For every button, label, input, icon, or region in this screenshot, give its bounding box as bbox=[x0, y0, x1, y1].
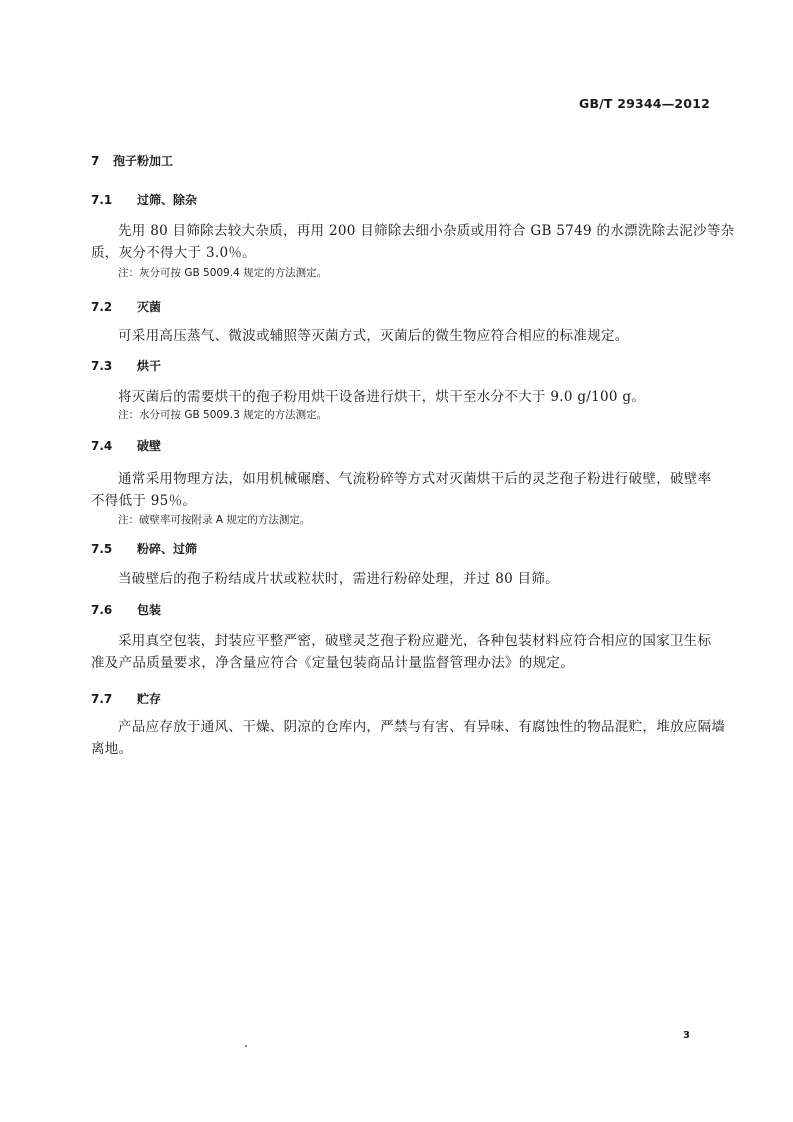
section-note-7-3: 注：水分可按 GB 5009.3 规定的方法测定。 bbox=[118, 409, 328, 421]
section-title: 烘干 bbox=[137, 359, 162, 373]
section-number: 7.2 bbox=[91, 300, 113, 314]
page-number: 3 bbox=[683, 1030, 690, 1041]
chapter-number: 7 bbox=[91, 154, 100, 168]
paragraph-line: 质，灰分不得大于 3.0％。 bbox=[91, 245, 256, 261]
section-paragraph-7-1 bbox=[91, 220, 735, 264]
section-heading-7-1 bbox=[91, 190, 197, 210]
section-heading-7-7 bbox=[91, 689, 161, 709]
section-heading-7-4 bbox=[91, 436, 161, 456]
paragraph-line: 准及产品质量要求，净含量应符合《定量包装商品计量监督管理办法》的规定。 bbox=[91, 655, 574, 671]
section-number: 7.6 bbox=[91, 603, 113, 617]
section-paragraph-7-4 bbox=[91, 468, 711, 512]
section-note-7-4: 注：破壁率可按附录 A 规定的方法测定。 bbox=[118, 514, 311, 526]
section-number: 7.5 bbox=[91, 542, 113, 556]
paragraph-line: 不得低于 95％。 bbox=[91, 493, 197, 509]
paragraph-line: 先用 80 目筛除去较大杂质，再用 200 目筛除去细小杂质或用符合 GB 5749 的水漂洗除去泥沙等杂 bbox=[118, 223, 735, 239]
paragraph-line: 采用真空包装，封装应平整严密，破壁灵芝孢子粉应避光，各种包装材料应符合相应的国家卫生标 bbox=[118, 633, 712, 649]
paragraph-line: 可采用高压蒸气、微波或辅照等灭菌方式，灭菌后的微生物应符合相应的标准规定。 bbox=[118, 328, 629, 344]
paragraph-line: 离地。 bbox=[91, 741, 133, 757]
chapter-heading bbox=[91, 151, 173, 171]
section-paragraph-7-3 bbox=[91, 386, 711, 408]
section-paragraph-7-7 bbox=[91, 716, 726, 760]
section-title: 破壁 bbox=[137, 439, 162, 453]
paragraph-line: 当破壁后的孢子粉结成片状或粒状时，需进行粉碎处理，并过 80 目筛。 bbox=[118, 571, 559, 587]
section-heading-7-3 bbox=[91, 356, 161, 376]
standard-number: GB/T 29344—2012 bbox=[578, 96, 710, 111]
section-paragraph-7-2 bbox=[91, 325, 711, 347]
section-heading-7-2 bbox=[91, 297, 161, 317]
section-paragraph-7-5 bbox=[91, 568, 711, 590]
chapter-title: 孢子粉加工 bbox=[113, 154, 174, 168]
section-number: 7.3 bbox=[91, 359, 113, 373]
scan-speck bbox=[245, 1045, 247, 1047]
section-title: 过筛、除杂 bbox=[137, 193, 198, 207]
section-title: 贮存 bbox=[137, 692, 162, 706]
section-heading-7-5 bbox=[91, 539, 197, 559]
section-title: 灭菌 bbox=[137, 300, 162, 314]
section-number: 7.4 bbox=[91, 439, 113, 453]
paragraph-line: 产品应存放于通风、干燥、阴凉的仓库内，严禁与有害、有异味、有腐蚀性的物品混贮，堆放应隔墙 bbox=[118, 719, 726, 735]
paragraph-line: 将灭菌后的需要烘干的孢子粉用烘干设备进行烘干，烘干至水分不大于 9.0 g/100 g。 bbox=[118, 389, 646, 405]
paragraph-line: 通常采用物理方法，如用机械碾磨、气流粉碎等方式对灭菌烘干后的灵芝孢子粉进行破壁，破壁率 bbox=[118, 471, 712, 487]
section-title: 粉碎、过筛 bbox=[137, 542, 198, 556]
section-paragraph-7-6 bbox=[91, 630, 711, 674]
section-number: 7.1 bbox=[91, 193, 113, 207]
section-heading-7-6 bbox=[91, 600, 161, 620]
section-note-7-1: 注：灰分可按 GB 5009.4 规定的方法测定。 bbox=[118, 267, 328, 279]
section-title: 包装 bbox=[137, 603, 162, 617]
section-number: 7.7 bbox=[91, 692, 113, 706]
